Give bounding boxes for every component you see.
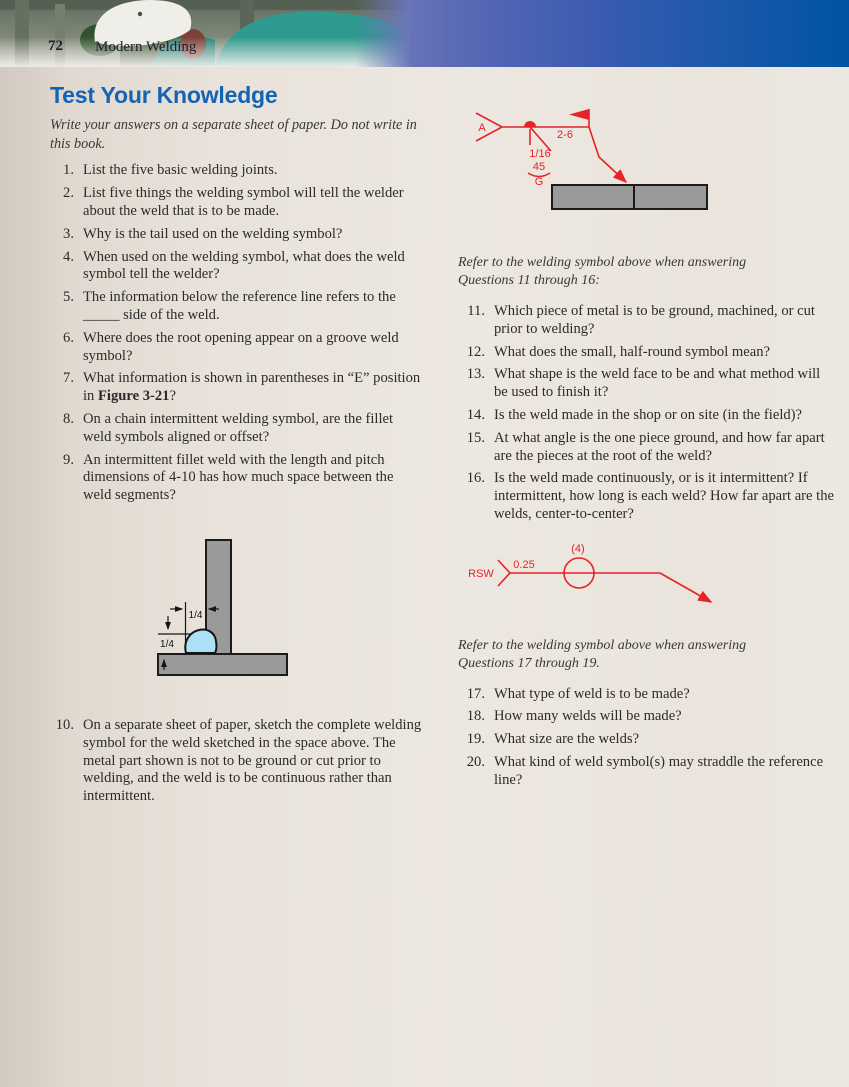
spot-weld-symbol-figure: [458, 532, 738, 617]
question-item: [50, 162, 425, 180]
question-text-pre: What information is shown in parentheses in “E” position in: [83, 370, 421, 405]
question-item: [50, 411, 425, 447]
question-number: 9.: [63, 451, 74, 468]
question-item: [458, 708, 836, 726]
question-number: 12.: [466, 343, 485, 360]
question-text: At what angle is the one piece ground, and how far apart are the pieces at the root of the weld?: [494, 429, 825, 464]
root-opening-label: 1/16: [529, 148, 551, 160]
question-number: 11.: [467, 302, 485, 319]
question-number: 18.: [466, 708, 485, 725]
question-number: 10.: [55, 717, 74, 734]
question-10: [50, 717, 425, 806]
dim-label-vertical: 1/4: [160, 639, 174, 651]
question-number: 6.: [63, 329, 74, 346]
question-number: 15.: [466, 429, 485, 446]
question-text: List five things the welding symbol will tell the welder about the weld that is to be made.: [83, 185, 404, 220]
section-title: Test Your Knowledge: [50, 82, 278, 108]
question-number: 7.: [63, 370, 74, 387]
groove-weld-symbol-figure: [458, 100, 738, 212]
question-text-post: ?: [169, 388, 176, 405]
question-number: 14.: [466, 406, 485, 423]
question-text: Is the weld made continuously, or is it intermittent? If intermittent, how long is each weld? How far apart are the welds, center-to-center?: [494, 470, 834, 522]
questions-17-20: [458, 686, 836, 790]
question-text: What kind of weld symbol(s) may straddle the reference line?: [494, 754, 824, 788]
question-number: 5.: [63, 289, 74, 306]
welding-photo: [0, 0, 410, 67]
question-number: 1.: [63, 162, 74, 179]
page-number: 72: [48, 38, 63, 54]
question-text: Which piece of metal is to be ground, machined, or cut prior to welding?: [494, 302, 815, 337]
question-item: [50, 330, 425, 366]
right-plate: [634, 185, 707, 209]
question-item: [50, 185, 425, 221]
question-text: An intermittent fillet weld with the length and pitch dimensions of 4-10 has how much space between the weld segments?: [83, 451, 394, 504]
question-item: [50, 289, 425, 325]
question-number: 2.: [63, 185, 74, 202]
question-item: [458, 430, 836, 466]
question-item: [458, 470, 836, 523]
horizontal-plate: [158, 654, 287, 675]
left-column: [50, 82, 425, 811]
question-text: List the five basic welding joints.: [83, 162, 278, 179]
tee-joint-figure: [120, 519, 350, 689]
question-text: What type of weld is to be made?: [494, 685, 690, 702]
arrow-line: [589, 127, 626, 182]
length-pitch-label: 2-6: [557, 129, 573, 141]
question-number: 20.: [466, 754, 485, 771]
count-label: (4): [571, 542, 585, 555]
tail-lines: [498, 560, 510, 586]
tail-label: A: [478, 122, 486, 134]
questions-11-16: [458, 303, 836, 524]
question-item: [458, 686, 836, 704]
arrow-line: [660, 573, 711, 602]
size-label: 0.25: [513, 558, 535, 571]
question-number: 13.: [466, 366, 485, 383]
question-item: [50, 717, 425, 806]
question-item: [458, 754, 836, 790]
question-text: [83, 370, 425, 406]
question-item: [458, 344, 836, 362]
question-number: 17.: [466, 685, 485, 702]
question-text: On a chain intermittent welding symbol, are the fillet weld symbols aligned or offset?: [83, 411, 394, 445]
question-text: What does the small, half-round symbol mean?: [494, 343, 770, 360]
figure-reference: Figure 3-21: [98, 388, 170, 405]
page-header: [0, 0, 849, 67]
question-text: What size are the welds?: [494, 731, 640, 748]
weld-bead: [185, 630, 216, 653]
question-text: When used on the welding symbol, what does the weld symbol tell the welder?: [83, 248, 405, 283]
question-text: How many welds will be made?: [494, 708, 682, 725]
groove-angle-label: 45: [532, 161, 546, 173]
question-number: 8.: [63, 411, 74, 428]
melt-through-half-round-symbol: [524, 121, 536, 127]
question-number: 19.: [466, 731, 485, 748]
question-text: Is the weld made in the shop or on site (in the field)?: [494, 406, 803, 423]
question-text: The information below the reference line refers to the _____ side of the weld.: [83, 289, 396, 324]
question-text: What shape is the weld face to be and what method will be used to finish it?: [494, 366, 821, 401]
question-text: On a separate sheet of paper, sketch the complete welding symbol for the weld sketched in the space above. The metal part shown is not to be ground or cut prior to welding, and the weld is to be continuous rather than intermittent.: [83, 717, 422, 805]
header-blue-gradient: [395, 0, 849, 67]
refer-note-2: Refer to the welding symbol above when answering Questions 17 through 19.: [458, 637, 747, 672]
field-weld-flag: [569, 109, 589, 120]
question-item: [458, 407, 836, 425]
question-number: 16.: [466, 470, 485, 487]
intro-instructions: Write your answers on a separate sheet of paper. Do not write in this book.: [50, 117, 417, 152]
questions-1-9: [50, 162, 425, 505]
question-text: Where does the root opening appear on a groove weld symbol?: [83, 329, 399, 364]
book-title: Modern Welding: [95, 39, 197, 55]
question-text: Why is the tail used on the welding symbol?: [83, 225, 343, 242]
question-item: [458, 366, 836, 402]
dim-label-horizontal: 1/4: [188, 610, 203, 622]
question-item: [458, 303, 836, 339]
question-item: [50, 226, 425, 244]
question-item: [50, 370, 425, 406]
right-column: [458, 100, 836, 795]
question-number: 4.: [63, 248, 74, 265]
question-item: [50, 452, 425, 505]
question-item: [458, 731, 836, 749]
question-item: [50, 249, 425, 285]
refer-note-1: Refer to the welding symbol above when answering Questions 11 through 16:: [458, 255, 747, 289]
question-number: 3.: [63, 225, 74, 242]
finish-method-label: G: [534, 176, 544, 188]
left-plate: [552, 185, 634, 209]
tail-label: RSW: [468, 567, 494, 580]
